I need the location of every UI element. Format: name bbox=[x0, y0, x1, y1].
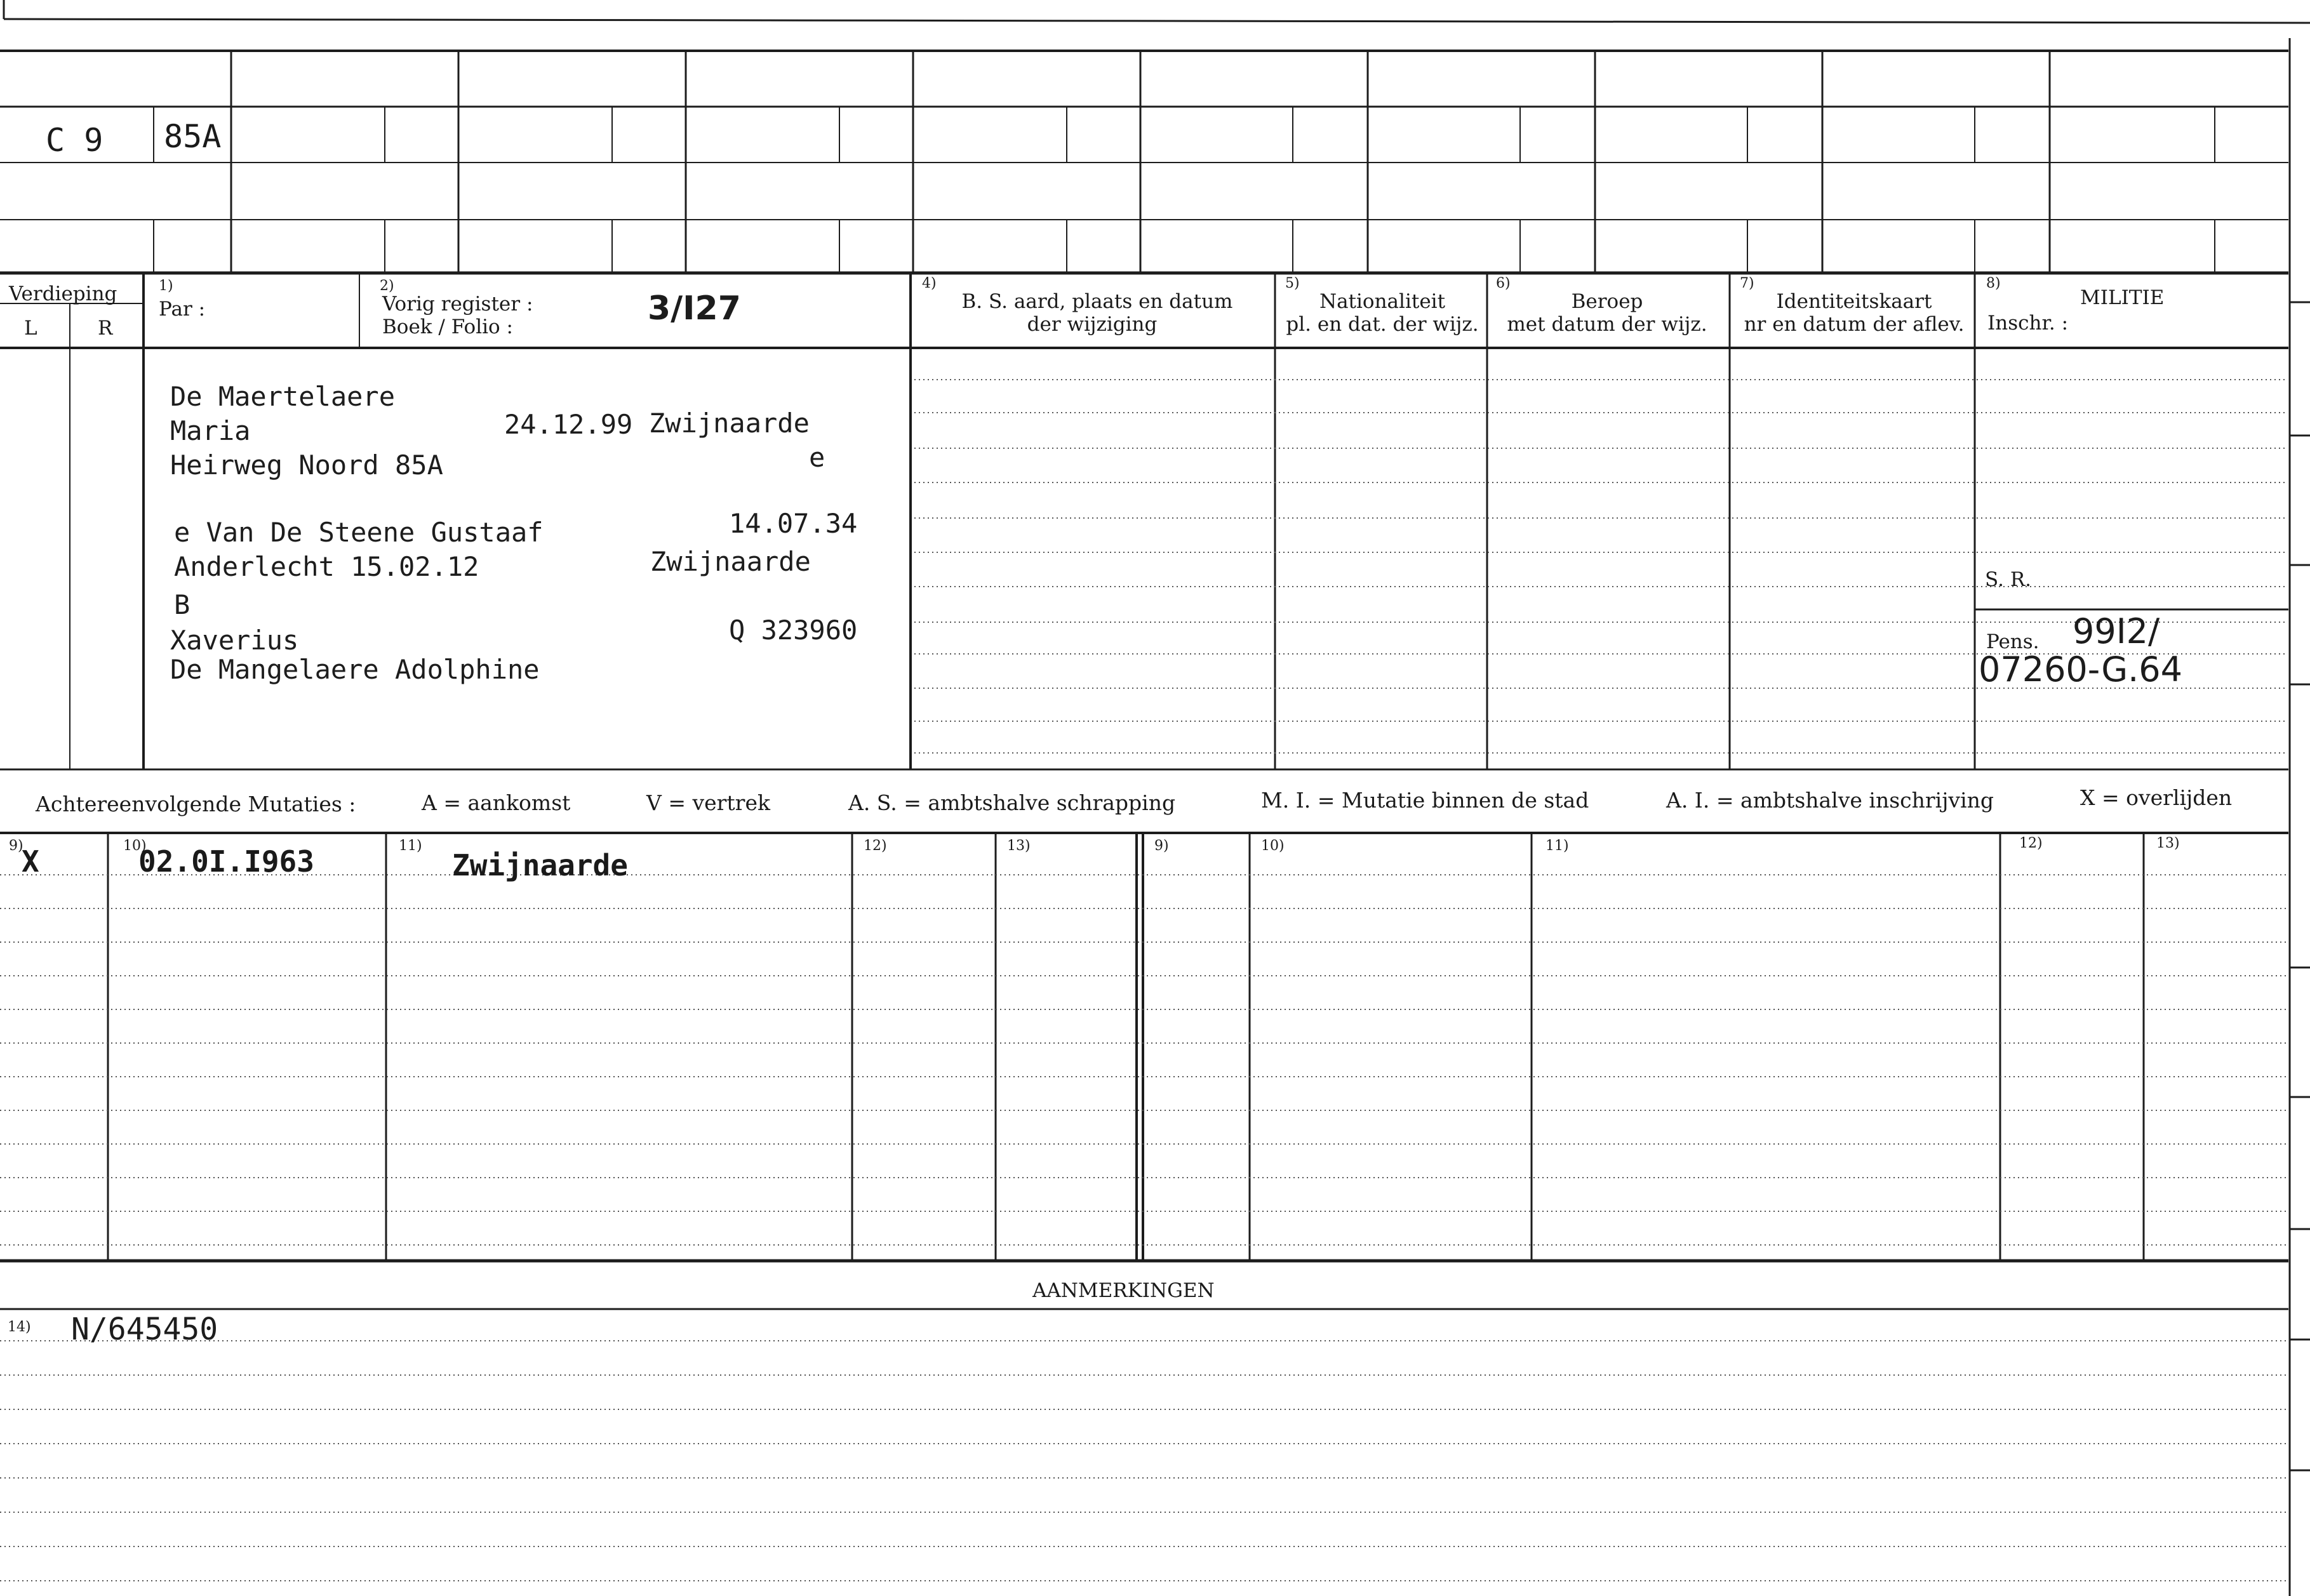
nationality-header-line1: Nationaliteit bbox=[1319, 290, 1446, 313]
register-value: 3/I27 bbox=[648, 289, 741, 328]
id-header-line1: Identiteitskaart bbox=[1776, 290, 1932, 313]
surname: De Maertelaere bbox=[170, 381, 396, 412]
inschr-label: Inschr. : bbox=[1987, 312, 2069, 335]
pens-value-line1: 99I2/ bbox=[2073, 611, 2160, 651]
floor-left-label: L bbox=[24, 317, 37, 340]
top-grid-code: C 9 bbox=[46, 122, 103, 159]
militie-header: MILITIE bbox=[2080, 286, 2165, 309]
legend-overlijden: X = overlijden bbox=[2080, 785, 2233, 810]
legend-inschrijving: A. I. = ambtshalve inschrijving bbox=[1666, 788, 1994, 813]
boek-folio-label: Boek / Folio : bbox=[382, 316, 513, 338]
aanmerkingen-footnote: 14) bbox=[8, 1319, 31, 1335]
militie-footnote: 8) bbox=[1986, 276, 2001, 291]
marker-e: e bbox=[809, 442, 825, 473]
mutation-col-12-left: 12) bbox=[864, 838, 887, 854]
pens-label: Pens. bbox=[1986, 630, 2040, 653]
father-name: Xaverius bbox=[170, 625, 299, 656]
vorig-footnote: 2) bbox=[380, 278, 394, 294]
legend-vertrek: V = vertrek bbox=[646, 790, 770, 815]
sr-label: S. R. bbox=[1985, 568, 2032, 591]
first-name: Maria bbox=[170, 415, 251, 446]
nationality-footnote: 5) bbox=[1285, 276, 1300, 291]
verdieping-label: Verdieping bbox=[9, 283, 117, 305]
aanmerkingen-value: N/645450 bbox=[71, 1312, 218, 1347]
beroep-header-line2: met datum der wijz. bbox=[1507, 313, 1707, 336]
mutation-col-13-right: 13) bbox=[2156, 835, 2180, 851]
vorig-register-label: Vorig register : bbox=[382, 293, 533, 316]
top-edge-line bbox=[4, 19, 2310, 23]
par-footnote: 1) bbox=[159, 278, 173, 294]
bs-header-line1: B. S. aard, plaats en datum bbox=[961, 290, 1233, 313]
legend-schrapping: A. S. = ambtshalve schrapping bbox=[848, 790, 1176, 815]
mutation-col-12-right: 12) bbox=[2019, 835, 2043, 851]
aanmerkingen-title: AANMERKINGEN bbox=[1032, 1279, 1215, 1302]
spouse-birth: Anderlecht 15.02.12 bbox=[174, 551, 479, 582]
mutation-col-9-left: 9) bbox=[9, 838, 23, 854]
nationality-header-line2: pl. en dat. der wijz. bbox=[1286, 313, 1479, 336]
legend-aankomst: A = aankomst bbox=[422, 790, 571, 815]
top-grid-number: 85A bbox=[164, 118, 222, 155]
par-label: Par : bbox=[159, 298, 206, 321]
mutation-type: X bbox=[22, 844, 39, 879]
floor-right-label: R bbox=[98, 317, 113, 340]
marriage-date: 14.07.34 bbox=[729, 508, 858, 539]
bs-footnote: 4) bbox=[922, 276, 937, 291]
mutation-date: 02.0I.I963 bbox=[138, 844, 314, 879]
beroep-header-line1: Beroep bbox=[1571, 290, 1643, 313]
nationality-code: B bbox=[174, 589, 190, 620]
spouse-name: e Van De Steene Gustaaf bbox=[174, 517, 544, 548]
mother-name: De Mangelaere Adolphine bbox=[170, 654, 540, 685]
legend-mutatie: M. I. = Mutatie binnen de stad bbox=[1261, 788, 1589, 813]
id-number: Q 323960 bbox=[729, 615, 858, 646]
mutation-col-13-left: 13) bbox=[1007, 838, 1031, 854]
mutation-col-10-left: 10) bbox=[123, 838, 147, 854]
beroep-footnote: 6) bbox=[1496, 276, 1511, 291]
marriage-place: Zwijnaarde bbox=[650, 546, 811, 577]
legend-title: Achtereenvolgende Mutaties : bbox=[36, 792, 356, 816]
address: Heirweg Noord 85A bbox=[170, 449, 443, 481]
bs-header-line2: der wijziging bbox=[1027, 313, 1158, 336]
id-header-line2: nr en datum der aflev. bbox=[1744, 313, 1965, 336]
mutation-col-11-left: 11) bbox=[399, 838, 422, 854]
birth-place: Zwijnaarde bbox=[649, 408, 810, 439]
mutation-col-11-right: 11) bbox=[1546, 838, 1569, 854]
mutation-col-9-right: 9) bbox=[1154, 838, 1169, 854]
pens-value-line2: 07260-G.64 bbox=[1979, 649, 2182, 689]
mutation-place: Zwijnaarde bbox=[452, 848, 628, 882]
birth-date: 24.12.99 bbox=[504, 409, 633, 440]
mutation-col-10-right: 10) bbox=[1261, 838, 1285, 854]
id-footnote: 7) bbox=[1740, 276, 1754, 291]
